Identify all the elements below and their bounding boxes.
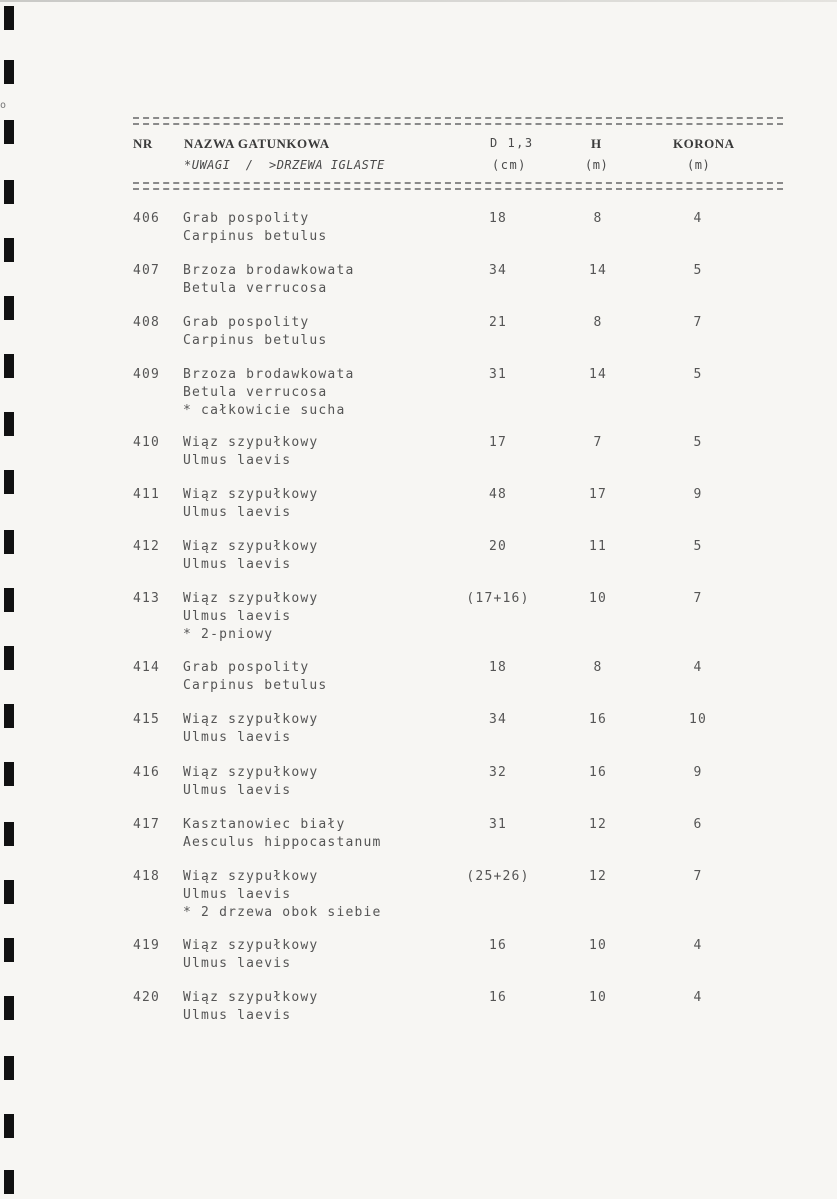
margin-mark: o [0,100,7,111]
binding-hole [4,588,14,612]
trunk-diameter: 20 [488,539,508,554]
species-latin-name: Ulmus laevis [183,1008,292,1023]
tree-number: 420 [133,990,161,1005]
remark: * całkowicie sucha [183,403,346,418]
species-latin-name: Betula verrucosa [183,385,328,400]
crown-width: 4 [693,660,703,675]
trunk-diameter: (25+26) [466,869,530,884]
header-rule-top [133,117,783,125]
trunk-diameter: 16 [488,938,508,953]
trunk-diameter: 18 [488,660,508,675]
species-polish-name: Wiąz szypułkowy [183,869,319,884]
col-d-unit: (cm) [492,158,527,172]
trunk-diameter: (17+16) [466,591,530,606]
remark: * 2-pniowy [183,627,274,642]
species-latin-name: Betula verrucosa [183,281,328,296]
tree-number: 409 [133,367,161,382]
crown-width: 6 [693,817,703,832]
tree-height: 12 [588,869,608,884]
tree-number: 411 [133,487,161,502]
tree-height: 7 [593,435,603,450]
species-polish-name: Wiąz szypułkowy [183,990,319,1005]
species-latin-name: Carpinus betulus [183,333,328,348]
binding-hole [4,412,14,436]
binding-hole [4,470,14,494]
binding-hole [4,1170,14,1194]
binding-hole [4,296,14,320]
tree-height: 10 [588,591,608,606]
binding-hole [4,996,14,1020]
species-latin-name: Ulmus laevis [183,453,292,468]
trunk-diameter: 16 [488,990,508,1005]
tree-number: 419 [133,938,161,953]
species-latin-name: Carpinus betulus [183,678,328,693]
species-latin-name: Ulmus laevis [183,557,292,572]
tree-height: 8 [593,315,603,330]
col-crown-unit: (m) [687,158,711,172]
tree-height: 11 [588,539,608,554]
crown-width: 7 [693,869,703,884]
col-d-header: D 1,3 [490,136,534,150]
trunk-diameter: 31 [488,367,508,382]
tree-number: 413 [133,591,161,606]
tree-number: 410 [133,435,161,450]
species-latin-name: Ulmus laevis [183,730,292,745]
binding-holes [0,0,20,1199]
species-polish-name: Wiąz szypułkowy [183,765,319,780]
species-polish-name: Brzoza brodawkowata [183,263,355,278]
binding-hole [4,938,14,962]
crown-width: 5 [693,263,703,278]
binding-hole [4,704,14,728]
crown-width: 4 [693,211,703,226]
tree-number: 407 [133,263,161,278]
species-latin-name: Aesculus hippocastanum [183,835,382,850]
tree-height: 12 [588,817,608,832]
species-latin-name: Carpinus betulus [183,229,328,244]
header-rule-bottom [133,182,783,190]
trunk-diameter: 21 [488,315,508,330]
species-latin-name: Ulmus laevis [183,887,292,902]
trunk-diameter: 34 [488,263,508,278]
species-polish-name: Wiąz szypułkowy [183,539,319,554]
tree-number: 412 [133,539,161,554]
crown-width: 10 [688,712,708,727]
crown-width: 4 [693,938,703,953]
crown-width: 5 [693,539,703,554]
col-nr-header: NR [133,136,153,151]
tree-height: 16 [588,712,608,727]
binding-hole [4,822,14,846]
crown-width: 7 [693,591,703,606]
col-h-header: H [591,136,602,151]
trunk-diameter: 18 [488,211,508,226]
species-latin-name: Ulmus laevis [183,783,292,798]
binding-hole [4,762,14,786]
species-polish-name: Grab pospolity [183,211,310,226]
tree-number: 408 [133,315,161,330]
species-polish-name: Brzoza brodawkowata [183,367,355,382]
tree-height: 17 [588,487,608,502]
binding-hole [4,238,14,262]
trunk-diameter: 17 [488,435,508,450]
trunk-diameter: 34 [488,712,508,727]
binding-hole [4,530,14,554]
col-h-unit: (m) [585,158,609,172]
trunk-diameter: 31 [488,817,508,832]
col-crown-header: KORONA [673,136,735,151]
tree-height: 10 [588,990,608,1005]
tree-height: 8 [593,211,603,226]
species-latin-name: Ulmus laevis [183,956,292,971]
species-polish-name: Wiąz szypułkowy [183,487,319,502]
binding-hole [4,880,14,904]
tree-number: 406 [133,211,161,226]
col-name-header: NAZWA GATUNKOWA [184,136,330,151]
tree-number: 414 [133,660,161,675]
binding-hole [4,60,14,84]
species-polish-name: Grab pospolity [183,315,310,330]
crown-width: 9 [693,487,703,502]
tree-height: 14 [588,263,608,278]
binding-hole [4,354,14,378]
binding-hole [4,6,14,30]
binding-hole [4,180,14,204]
crown-width: 7 [693,315,703,330]
binding-hole [4,1056,14,1080]
crown-width: 5 [693,367,703,382]
tree-number: 417 [133,817,161,832]
species-polish-name: Wiąz szypułkowy [183,938,319,953]
species-latin-name: Ulmus laevis [183,505,292,520]
col-remarks-header: *UWAGI / >DRZEWA IGLASTE [184,158,385,172]
crown-width: 9 [693,765,703,780]
trunk-diameter: 32 [488,765,508,780]
species-latin-name: Ulmus laevis [183,609,292,624]
remark: * 2 drzewa obok siebie [183,905,382,920]
binding-hole [4,120,14,144]
species-polish-name: Wiąz szypułkowy [183,712,319,727]
binding-hole [4,646,14,670]
trunk-diameter: 48 [488,487,508,502]
species-polish-name: Wiąz szypułkowy [183,591,319,606]
tree-number: 416 [133,765,161,780]
crown-width: 5 [693,435,703,450]
tree-height: 16 [588,765,608,780]
species-polish-name: Kasztanowiec biały [183,817,346,832]
tree-height: 14 [588,367,608,382]
species-polish-name: Wiąz szypułkowy [183,435,319,450]
tree-number: 418 [133,869,161,884]
species-polish-name: Grab pospolity [183,660,310,675]
tree-height: 8 [593,660,603,675]
binding-hole [4,1114,14,1138]
crown-width: 4 [693,990,703,1005]
tree-number: 415 [133,712,161,727]
tree-height: 10 [588,938,608,953]
